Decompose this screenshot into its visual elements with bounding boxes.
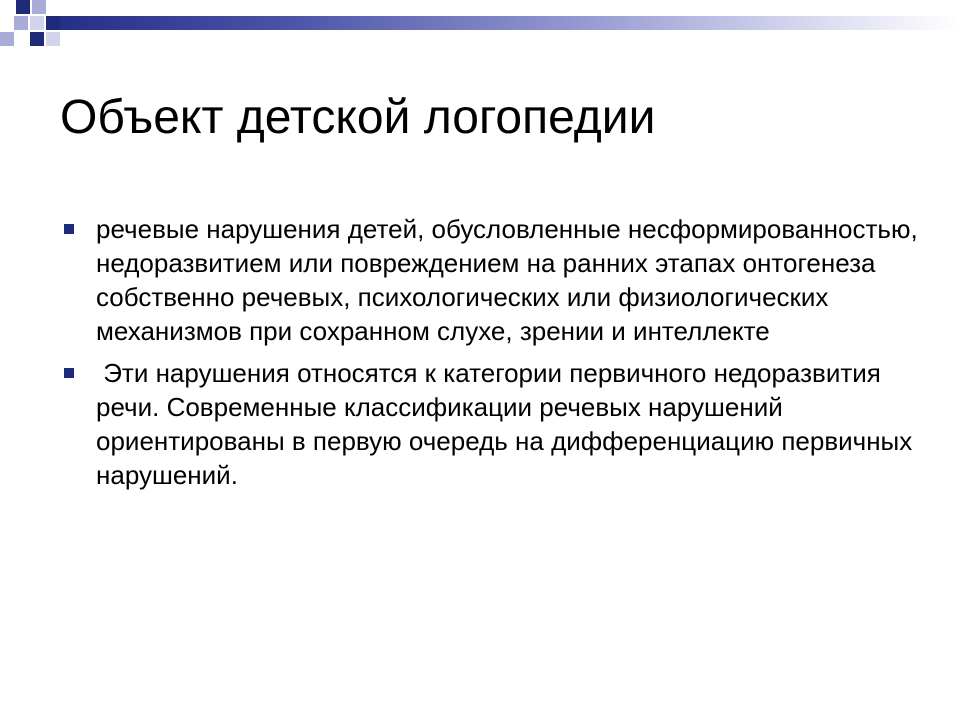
bullet-text: Эти нарушения относятся к категории первичного недоразвития речи. Современные классификации речевых нарушений ориентированы в первую очередь на дифференциацию первичных нарушений. (96, 358, 920, 490)
decor-square (30, 16, 44, 30)
decor-square (16, 0, 30, 14)
bullet-text: речевые нарушения детей, обусловленные несформированностью, недоразвитием или повреждением на ранних этапах онтогенеза собственно речевых, психологических или физиологических механизмов при сохранном слухе, зрении и интеллекте (96, 214, 925, 346)
header-decoration (0, 0, 960, 60)
decor-square (0, 32, 14, 46)
square-bullet-icon (64, 224, 74, 234)
bullet-item (60, 212, 925, 348)
bullet-item (60, 356, 920, 492)
decor-square (46, 16, 60, 30)
square-bullet-icon (64, 368, 74, 378)
bullet-list (60, 212, 925, 500)
decor-square (46, 32, 60, 46)
header-gradient-bar (60, 16, 960, 30)
decor-square (30, 32, 44, 46)
slide-title: Объект детской логопедии (60, 91, 656, 144)
decor-square (32, 0, 46, 14)
decor-square (14, 16, 28, 30)
